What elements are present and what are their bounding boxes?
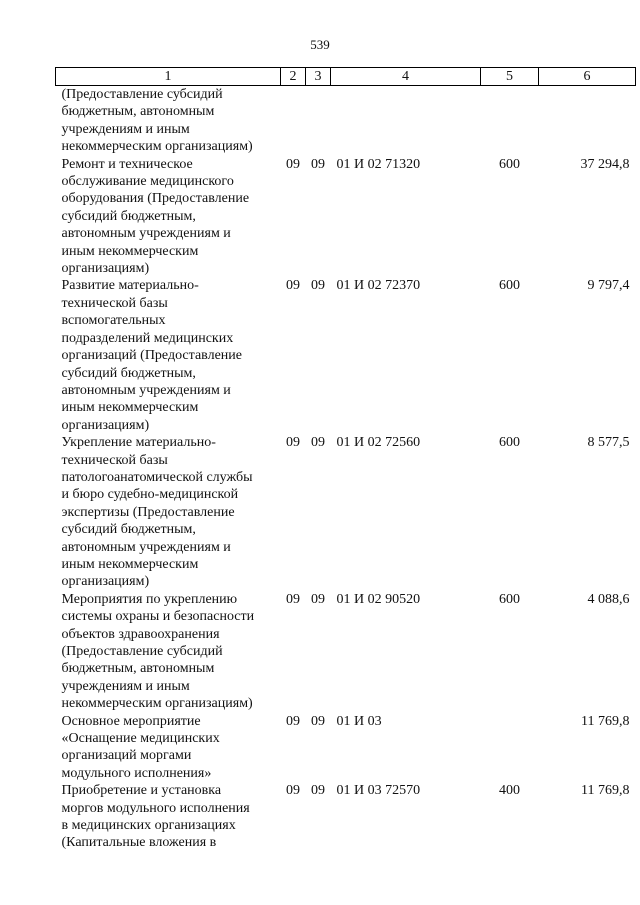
row-expense-type: 400 bbox=[499, 783, 520, 799]
row-section: 09 bbox=[286, 156, 300, 172]
row-subsection: 09 bbox=[311, 713, 325, 729]
row-subsection: 09 bbox=[311, 156, 325, 172]
column-header-1: 1 bbox=[56, 68, 281, 86]
row-amount: 4 088,6 bbox=[587, 591, 630, 607]
table-row bbox=[56, 591, 636, 713]
row-subsection: 09 bbox=[311, 783, 325, 799]
table-row bbox=[56, 782, 636, 852]
row-subsection: 09 bbox=[311, 278, 325, 294]
row-description: Мероприятия по укреплению системы охраны и безопасности объектов здравоохранения (Предоставление субсидий бюджетным, автономным учреждениям и иным некоммерческим организациям) bbox=[61, 591, 255, 712]
row-description: Приобретение и установка моргов модульного исполнения в медицинских организациях (Капитальные вложения в bbox=[61, 783, 250, 851]
row-expense-type: 600 bbox=[499, 156, 520, 172]
row-expense-type bbox=[481, 86, 539, 156]
column-header-4: 4 bbox=[331, 68, 481, 86]
table-header bbox=[56, 68, 636, 86]
row-subsection: 09 bbox=[311, 435, 325, 451]
row-amount: 37 294,8 bbox=[580, 156, 630, 172]
row-description: Ремонт и техническое обслуживание медицинского оборудования (Предоставление субсидий бюджетным, автономным учреждениям и иным некоммерческим организациям) bbox=[61, 156, 250, 277]
table-row bbox=[56, 86, 636, 156]
table-row bbox=[56, 713, 636, 783]
row-target-article bbox=[331, 86, 481, 156]
row-section: 09 bbox=[286, 278, 300, 294]
column-header-3: 3 bbox=[306, 68, 331, 86]
row-section: 09 bbox=[286, 435, 300, 451]
row-target-article: 01 И 02 72560 bbox=[336, 435, 421, 451]
row-target-article: 01 И 02 90520 bbox=[336, 591, 421, 607]
table-row bbox=[56, 156, 636, 278]
row-expense-type: 600 bbox=[499, 435, 520, 451]
row-description: Основное мероприятие «Оснащение медицинских организаций моргами модульного исполнения» bbox=[61, 713, 220, 781]
column-header-2: 2 bbox=[281, 68, 306, 86]
row-target-article: 01 И 03 bbox=[336, 713, 382, 729]
row-subsection: 09 bbox=[311, 591, 325, 607]
header-row bbox=[56, 68, 636, 86]
row-description: Развитие материально- технической базы вспомогательных подразделений медицинских организаций (Предоставление субсидий бюджетным, автономным учреждениям и иным некоммерческим организациям) bbox=[61, 278, 242, 433]
row-target-article: 01 И 02 72370 bbox=[336, 278, 421, 294]
row-amount bbox=[539, 86, 636, 156]
row-expense-type bbox=[481, 713, 539, 783]
row-section: 09 bbox=[286, 713, 300, 729]
table-body bbox=[56, 86, 636, 852]
row-expense-type: 600 bbox=[499, 278, 520, 294]
budget-table bbox=[55, 67, 636, 852]
row-amount: 8 577,5 bbox=[587, 435, 630, 451]
row-description: (Предоставление субсидий бюджетным, автономным учреждениям и иным некоммерческим организациям) bbox=[61, 87, 253, 155]
page-number: 539 bbox=[310, 37, 330, 52]
row-section: 09 bbox=[286, 591, 300, 607]
row-amount: 9 797,4 bbox=[587, 278, 630, 294]
row-amount: 11 769,8 bbox=[581, 713, 630, 729]
table-row bbox=[56, 434, 636, 591]
row-target-article: 01 И 02 71320 bbox=[336, 156, 421, 172]
column-header-5: 5 bbox=[481, 68, 539, 86]
row-section bbox=[281, 86, 306, 156]
table-row bbox=[56, 277, 636, 434]
row-section: 09 bbox=[286, 783, 300, 799]
row-amount: 11 769,8 bbox=[581, 783, 630, 799]
row-expense-type: 600 bbox=[499, 591, 520, 607]
row-subsection bbox=[306, 86, 331, 156]
column-header-6: 6 bbox=[539, 68, 636, 86]
row-target-article: 01 И 03 72570 bbox=[336, 783, 421, 799]
row-description: Укрепление материально- технической базы патологоанатомической службы и бюро судебно-медицинской экспертизы (Предоставление субсидий бюджетным, автономным учреждениям и иным некоммерческим организациям) bbox=[61, 435, 253, 590]
